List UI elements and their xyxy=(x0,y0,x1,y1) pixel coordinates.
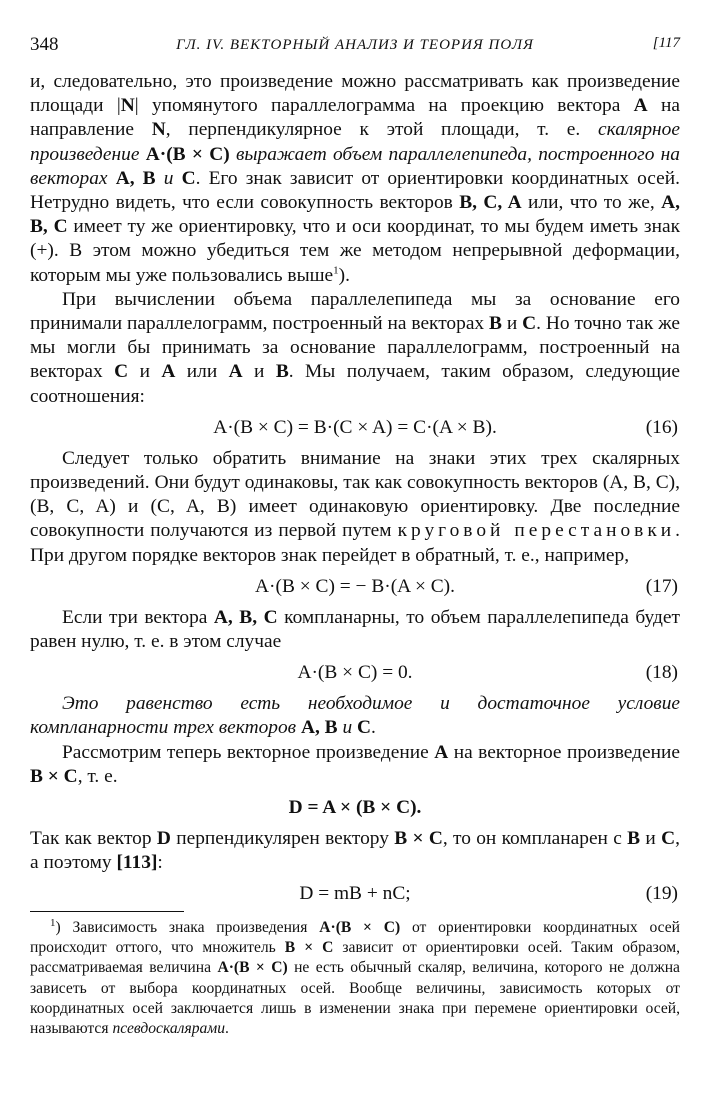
equation-d xyxy=(30,793,680,823)
footnote-mark: 1 xyxy=(50,916,56,929)
footnote-term: псевдоскалярами xyxy=(112,1020,226,1038)
equation-number: (18) xyxy=(645,662,678,684)
paragraph-7: Так как вектор D перпендикулярен вектору B × C, то он компланарен с B и C, а поэтому [113]: xyxy=(30,828,680,874)
footnote-rule xyxy=(30,911,184,912)
footnote: $^1$) Зависимость знака произведения A·(B × C) от ориентировки координатных осей происходит оттого, что множитель B × C зависит от ориентировки осей. Таким образом, рассматриваемая величина A·(B × C) не есть обычный скаляр, величина, которого не должна зависеть от выбора координатных осей. Вообще величины, зависимость которых от координатных осей заключается лишь в изменении знака при перемене ориентировки осей, называются псевдоскалярами. xyxy=(30,916,681,1038)
running-title: ГЛ. IV. ВЕКТОРНЫЙ АНАЛИЗ И ТЕОРИЯ ПОЛЯ xyxy=(176,37,534,53)
equation-number: (19) xyxy=(645,883,678,905)
paragraph-4: Если три вектора A, B, C компланарны, то объем параллелепипеда будет равен нулю, т. е. в этом случае xyxy=(30,606,680,653)
paragraph-5: Это равенство есть необходимое и достаточное условие компланарности трех векторов A, B и C. xyxy=(30,693,680,739)
equation-expression: D = mB + nC; xyxy=(299,883,411,905)
cross-reference: [113] xyxy=(116,852,158,874)
equation-number: (17) xyxy=(645,575,678,597)
equation-expression: A·(B × C) = 0. xyxy=(297,662,413,684)
equation-19 xyxy=(30,879,680,909)
equation-16 xyxy=(30,413,680,443)
spaced-term: круговой перестановки xyxy=(397,520,676,542)
paragraph-1: и, следовательно, это произведение можно рассматривать как произведение площади |N| упомянутого параллелограмма на проекцию вектора A на направление N, перпендикулярное к этой площади, т. е. скалярное произведение A·(B × C) выражает объем параллелепипеда, построенного на векторах A, B и C. Его знак зависит от ориентировки координатных осей. Нетрудно видеть, что если совокупность векторов B, C, A или, что то же, A, B, C имеет ту же ориентировку, что и оси координат, то мы будем иметь знак (+). В этом можно убедиться тем же методом непрерывной деформации, которым мы уже пользовались выше$^1$). xyxy=(30,71,680,286)
equation-expression: A·(B × C) = B·(C × A) = C·(A × B). xyxy=(213,416,497,438)
equation-17 xyxy=(30,572,680,602)
running-header xyxy=(30,34,680,60)
equation-18 xyxy=(30,658,680,688)
italic-statement: скалярное произведение xyxy=(30,119,680,165)
section-number: [117 xyxy=(652,35,680,51)
page-number: 348 xyxy=(30,34,59,55)
paragraph-3: Следует только обратить внимание на знаки этих трех скалярных произведений. Они будут одинаковы, так как совокупность векторов (A, B, C), (B, C, A) и (C, A, B) имеет одинаковую ориентировку. Две последние совокупности получаются из первой путем круговой перестановки. При другом порядке векторов знак перейдет в обратный, т. е., например, xyxy=(30,447,680,566)
paragraph-2: При вычислении объема параллелепипеда мы за основание его принимали параллелограмм, построенный на векторах B и C. Но точно так же мы могли бы принимать за основание параллелограмм, построенный на векторах C и A или A и B. Мы получаем, таким образом, следующие соотношения: xyxy=(30,288,680,407)
footnote-ref: 1 xyxy=(333,264,339,277)
equation-number: (16) xyxy=(645,416,678,438)
paragraph-6: Рассмотрим теперь векторное произведение A на векторное произведение B × C, т. е. xyxy=(30,741,680,787)
equation-expression: D = A × (B × C). xyxy=(288,796,422,818)
equation-expression: A·(B × C) = − B·(A × C). xyxy=(255,575,455,597)
main-text xyxy=(30,70,680,913)
